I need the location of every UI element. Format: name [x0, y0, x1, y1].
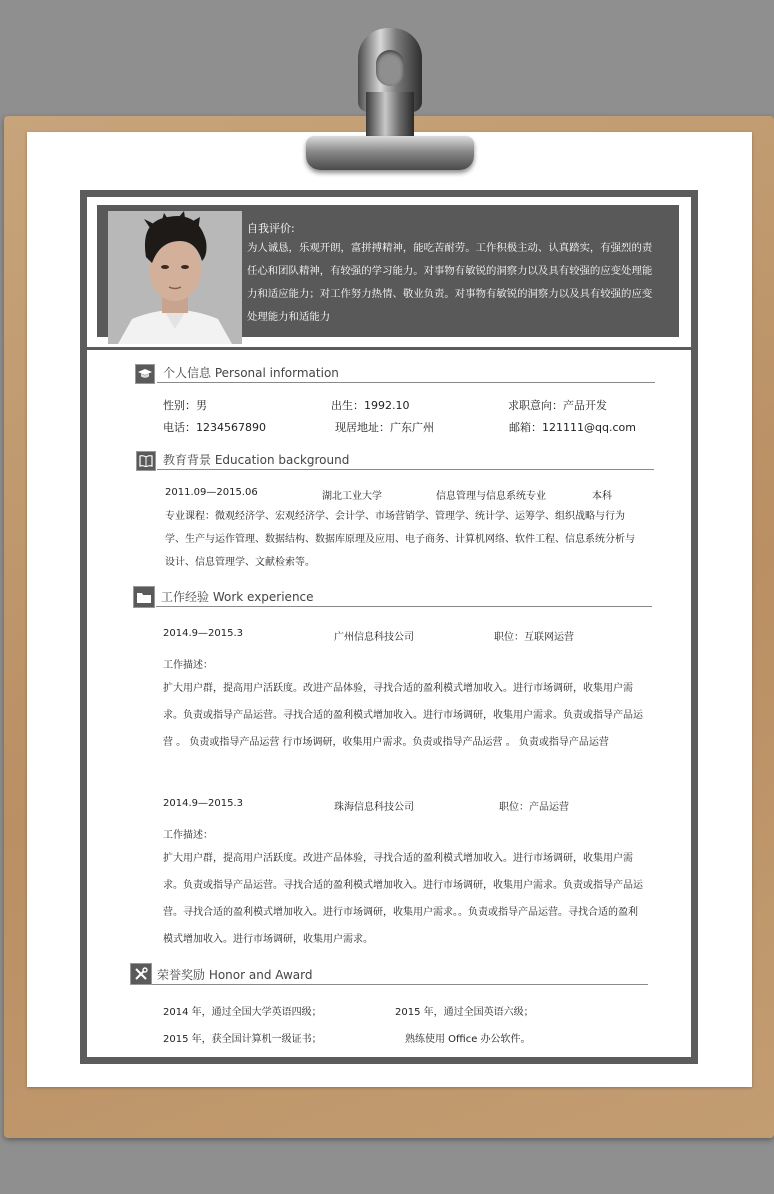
- binder-clip-hole: [376, 50, 404, 86]
- email-field: 邮箱：121111@qq.com: [509, 421, 636, 434]
- work-rule: [156, 606, 652, 607]
- education-school: 湖北工业大学: [322, 491, 382, 502]
- honor-item: 2015 年，获全国计算机一级证书；: [163, 1034, 322, 1045]
- honor-item: 2014 年，通过全国大学英语四级；: [163, 1007, 322, 1018]
- graduation-cap-icon: [135, 364, 155, 384]
- job-2-period: 2014.9—2015.3: [163, 798, 243, 809]
- job-2-desc-label: 工作描述：: [163, 830, 213, 841]
- education-rule: [157, 469, 654, 470]
- honor-item: 2015 年，通过全国英语六级；: [395, 1007, 534, 1018]
- education-courses: 专业课程：微观经济学、宏观经济学、会计学、市场营销学、管理学、统计学、运筹学、组织战略与行为学、生产与运作管理、数据结构、数据库原理及应用、电子商务、计算机网络、软件工程、信息系统分析与设计、信息管理学、文献检索等。: [165, 511, 635, 568]
- binder-clip-base: [306, 136, 474, 170]
- education-period: 2011.09—2015.06: [165, 487, 258, 498]
- birth-field: 出生：1992.10: [331, 399, 410, 412]
- education-major: 信息管理与信息系统专业: [436, 491, 546, 502]
- self-evaluation-text: 为人诚恳，乐观开朗，富拼搏精神，能吃苦耐劳。工作积极主动、认真踏实，有强烈的责任心和团队精神，有较强的学习能力。对事物有敏锐的洞察力以及具有较强的应变处理能力和适应能力；对工作努力热情、敬业负责。对事物有敏锐的洞察力以及具有较强的应变处理能力和适能力: [247, 242, 653, 323]
- job-2-description: 扩大用户群，提高用户活跃度。改进产品体验，寻找合适的盈利模式增加收入。进行市场调研，收集用户需求。负责或指导产品运营。寻找合适的盈利模式增加收入。进行市场调研，收集用户需求。负责或指导产品运营。寻找合适的盈利模式增加收入。进行市场调研，收集用户需求。。负责或指导产品运营。寻找合适的盈利模式增加收入。进行市场调研，收集用户需求。: [163, 853, 643, 945]
- personal-info-rule: [157, 382, 655, 383]
- header-divider: [80, 347, 691, 350]
- honor-rule: [152, 984, 648, 985]
- job-2-position: 职位：产品运营: [499, 802, 569, 813]
- book-icon: [136, 451, 156, 471]
- profile-photo: [108, 211, 242, 344]
- honor-title: 荣誉奖励 Honor and Award: [157, 968, 313, 982]
- work-title: 工作经验 Work experience: [161, 590, 314, 604]
- education-title: 教育背景 Education background: [163, 453, 350, 467]
- intention-field: 求职意向：产品开发: [508, 399, 607, 412]
- education-degree: 本科: [592, 491, 612, 502]
- address-field: 现居地址：广东广州: [335, 421, 434, 434]
- job-1-desc-label: 工作描述：: [163, 660, 213, 671]
- honor-item: 熟练使用 Office 办公软件。: [405, 1034, 531, 1045]
- job-1-company: 广州信息科技公司: [334, 632, 414, 643]
- job-1-period: 2014.9—2015.3: [163, 628, 243, 639]
- self-evaluation-title: 自我评价:: [247, 222, 295, 235]
- binder-clip-neck: [366, 92, 414, 140]
- folder-icon: [133, 586, 155, 608]
- gender-field: 性别：男: [163, 399, 207, 412]
- tools-icon: [130, 963, 152, 985]
- job-2-company: 珠海信息科技公司: [334, 802, 414, 813]
- phone-field: 电话：1234567890: [163, 421, 266, 434]
- job-1-description: 扩大用户群，提高用户活跃度。改进产品体验，寻找合适的盈利模式增加收入。进行市场调研，收集用户需求。负责或指导产品运营。寻找合适的盈利模式增加收入。进行市场调研，收集用户需求。负责或指导产品运营 。 负责或指导产品运营 行市场调研，收集用户需求。负责或指导产品运营 。 负责或指导产品运营: [163, 683, 643, 748]
- personal-info-title: 个人信息 Personal information: [163, 366, 339, 380]
- job-1-position: 职位：互联网运营: [494, 632, 574, 643]
